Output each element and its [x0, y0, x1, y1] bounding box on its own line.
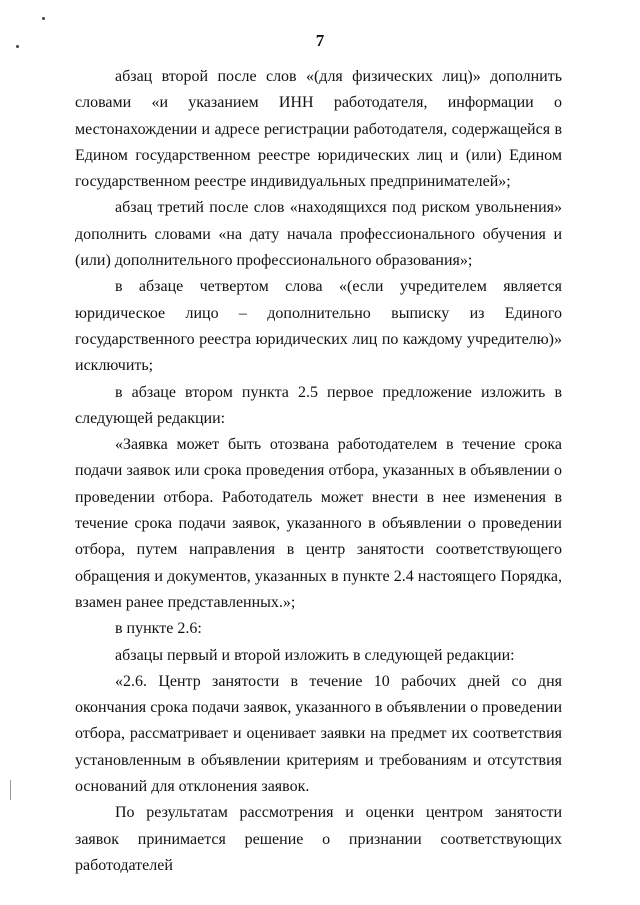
paragraph: По результатам рассмотрения и оценки центром занятости заявок принимается решение о признании соответствующих работодателей: [75, 804, 562, 874]
scan-edge-mark: [10, 780, 11, 800]
document-body: [75, 64, 562, 879]
paragraph: абзац третий после слов «находящихся под риском увольнения» дополнить словами «на дату начала профессионального обучения и (или) дополнительного профессионального образования»;: [75, 199, 562, 270]
paragraph: абзацы первый и второй изложить в следующей редакции:: [115, 646, 515, 664]
paragraph: в абзаце втором пункта 2.5 первое предложение изложить в следующей редакции:: [75, 383, 562, 427]
paragraph: «2.6. Центр занятости в течение 10 рабочих дней со дня окончания срока подачи заявок, указанного в объявлении о проведении отбора, рассматривает и оценивает заявки на предмет их соответствия установленным в объявлении критериям и требованиям и отсутствия оснований для отклонения заявок.: [75, 672, 562, 796]
paragraph: в пункте 2.6:: [115, 620, 202, 638]
paragraph: абзац второй после слов «(для физических лиц)» дополнить словами «и указанием ИНН работодателя, информации о местонахождении и адресе регистрации работодателя, содержащейся в Едином государственном реестре юридических лиц и (или) Едином государственном реестре индивидуальных предпринимателей»;: [75, 68, 562, 191]
scan-speck: [42, 17, 45, 20]
page-number: 7: [315, 31, 325, 50]
paragraph: «Заявка может быть отозвана работодателем в течение срока подачи заявок или срока проведения отбора, указанных в объявлении о проведении отбора. Работодатель может внести в нее изменения в течение срока подачи заявок, указанного в объявлении о проведении отбора, путем направления в центр занятости соответствующего обращения и документов, указанных в пункте 2.4 настоящего Порядка, взамен ранее представленных.»;: [75, 436, 562, 611]
paragraph: в абзаце четвертом слова «(если учредителем является юридическое лицо – дополнительно выписку из Единого государственного реестра юридических лиц по каждому учредителю)» исключить;: [75, 278, 562, 375]
